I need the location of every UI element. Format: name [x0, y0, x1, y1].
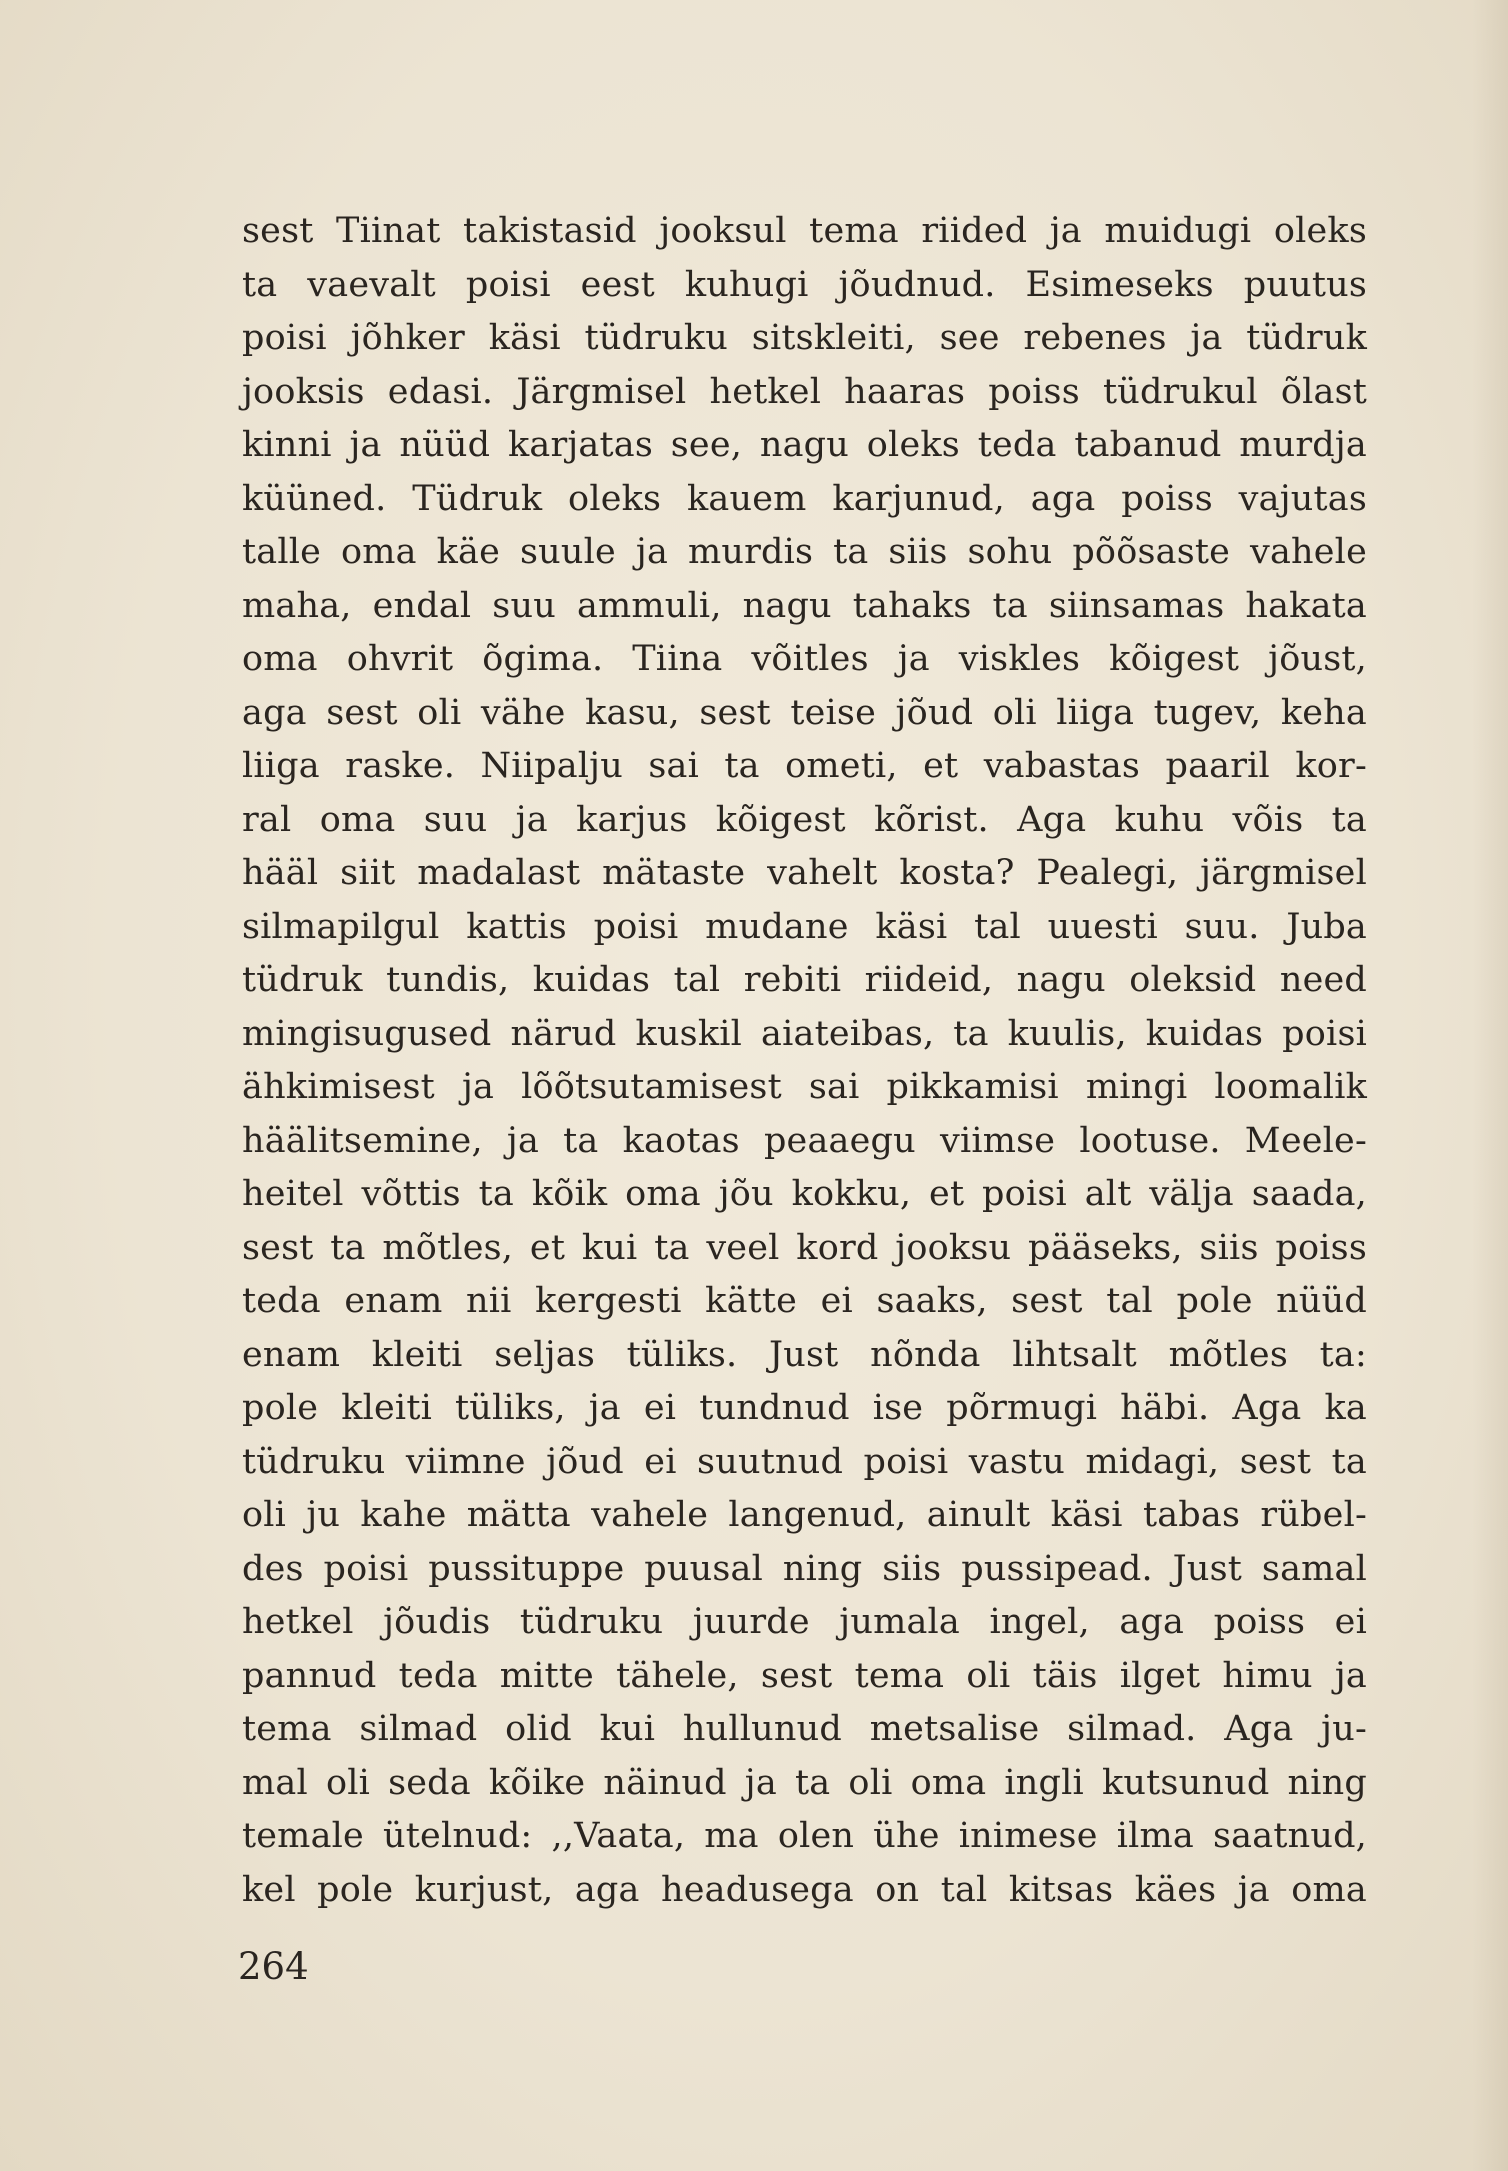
text-line: talle oma käe suule ja murdis ta siis sohu põõsaste vahele — [242, 532, 1367, 572]
text-line: tüdruk tundis, kuidas tal rebiti riideid, nagu oleksid need — [242, 960, 1367, 1000]
text-line: mal oli seda kõike näinud ja ta oli oma ingli kutsunud ning — [242, 1762, 1367, 1803]
text-line: ta vaevalt poisi eest kuhugi jõudnud. Esimeseks puutus — [242, 264, 1367, 305]
text-line: temale ütelnud: ,,Vaata, ma olen ühe inimese ilma saatnud, — [242, 1816, 1367, 1856]
text-line: liiga raske. Niipalju sai ta ometi, et vabastas paaril kor- — [242, 746, 1367, 786]
text-line: häälitsemine, ja ta kaotas peaaegu viimse lootuse. Meele- — [242, 1120, 1367, 1161]
text-line: kinni ja nüüd karjatas see, nagu oleks teda tabanud murdja — [242, 425, 1367, 465]
body-text — [242, 205, 1367, 1917]
text-line: aga sest oli vähe kasu, sest teise jõud oli liiga tugev, keha — [242, 692, 1367, 733]
page-number: 264 — [238, 1945, 309, 1988]
text-line: sest Tiinat takistasid jooksul tema riided ja muidugi oleks — [242, 211, 1367, 251]
text-line: pannud teda mitte tähele, sest tema oli täis ilget himu ja — [242, 1655, 1367, 1696]
page-edge-shadow — [1472, 0, 1508, 2171]
text-line: hääl siit madalast mätaste vahelt kosta? Pealegi, järgmisel — [242, 853, 1367, 893]
text-line: pole kleiti tüliks, ja ei tundnud ise põrmugi häbi. Aga ka — [242, 1388, 1367, 1428]
text-line: kel pole kurjust, aga headusega on tal kitsas käes ja oma — [242, 1869, 1367, 1910]
text-line: oma ohvrit õgima. Tiina võitles ja viskles kõigest jõust, — [242, 639, 1367, 679]
text-line: küüned. Tüdruk oleks kauem karjunud, aga poiss vajutas — [242, 478, 1367, 519]
text-line: heitel võttis ta kõik oma jõu kokku, et poisi alt välja saada, — [242, 1174, 1367, 1214]
text-line: mingisugused närud kuskil aiateibas, ta kuulis, kuidas poisi — [242, 1013, 1367, 1054]
text-line: hetkel jõudis tüdruku juurde jumala ingel, aga poiss ei — [242, 1602, 1367, 1642]
text-line: teda enam nii kergesti kätte ei saaks, sest tal pole nüüd — [242, 1281, 1367, 1321]
text-line: ähkimisest ja lõõtsutamisest sai pikkamisi mingi loomalik — [242, 1067, 1367, 1107]
text-line: des poisi pussituppe puusal ning siis pussipead. Just samal — [242, 1548, 1367, 1589]
text-line: silmapilgul kattis poisi mudane käsi tal uuesti suu. Juba — [242, 906, 1367, 947]
text-line: oli ju kahe mätta vahele langenud, ainult käsi tabas rübel- — [242, 1495, 1367, 1535]
text-line: ral oma suu ja karjus kõigest kõrist. Aga kuhu võis ta — [242, 799, 1367, 840]
text-line: jooksis edasi. Järgmisel hetkel haaras poiss tüdrukul õlast — [242, 371, 1367, 412]
text-line: tüdruku viimne jõud ei suutnud poisi vastu midagi, sest ta — [242, 1441, 1367, 1482]
text-line: sest ta mõtles, et kui ta veel kord jooksu pääseks, siis poiss — [242, 1227, 1367, 1268]
text-line: maha, endal suu ammuli, nagu tahaks ta siinsamas hakata — [242, 585, 1367, 626]
text-line: enam kleiti seljas tüliks. Just nõnda lihtsalt mõtles ta: — [242, 1334, 1367, 1375]
text-line: tema silmad olid kui hullunud metsalise silmad. Aga ju- — [242, 1709, 1367, 1749]
text-line: poisi jõhker käsi tüdruku sitskleiti, see rebenes ja tüdruk — [242, 318, 1367, 358]
